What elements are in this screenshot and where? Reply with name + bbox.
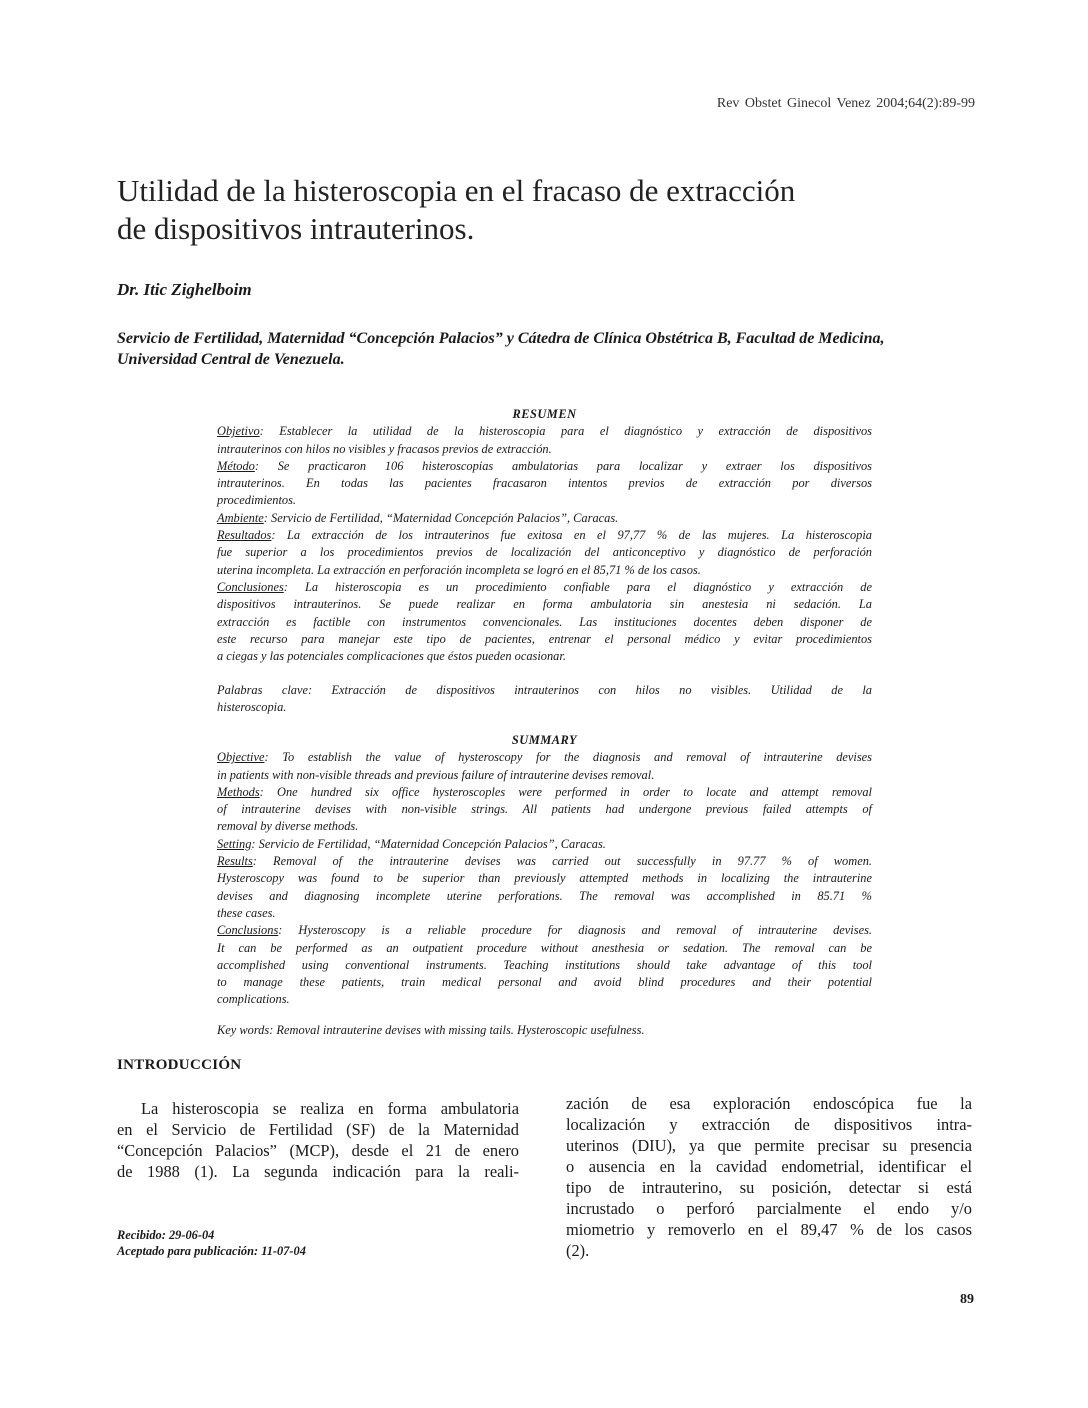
summary-conclusions-line xyxy=(217,922,872,939)
resumen-metodo-line xyxy=(217,458,872,475)
results-label: Results xyxy=(217,854,253,869)
body-column-right xyxy=(566,1093,972,1261)
palabras-line: histeroscopia. xyxy=(217,700,287,715)
journal-reference: Rev Obstet Ginecol Venez 2004;64(2):89-99 xyxy=(716,96,975,111)
conclusiones-text: : La histeroscopia es un procedimiento confiable para el diagnóstico y extracción de xyxy=(283,579,872,594)
resumen-line: intrauterinos. En todas las pacientes fracasaron intentos previos de extracción por diversos xyxy=(217,476,872,491)
resumen-line: procedimientos. xyxy=(217,493,297,508)
resumen-resultados-line xyxy=(217,527,872,544)
summary-line: devises and diagnosing incomplete uterine perforations. The removal was accomplished in 85.71 % xyxy=(217,888,872,903)
author-affiliation xyxy=(117,328,977,370)
resultados-label: Resultados xyxy=(217,528,272,543)
summary-line: of intrauterine devises with non-visible strings. All patients had undergone previous failed attempts of xyxy=(217,802,872,817)
body-line: localización y extracción de dispositivos intra- xyxy=(566,1115,972,1134)
body-line: zación de esa exploración endoscópica fue la xyxy=(566,1094,972,1113)
accepted-date: Aceptado para publicación: 11-07-04 xyxy=(117,1244,306,1258)
summary-line: to manage these patients, train medical personal and avoid blind procedures and their potential xyxy=(217,975,872,990)
article-title xyxy=(117,172,937,248)
resumen-line: este recurso para manejar este tipo de pacientes, entrenar el personal médico y evitar procedimientos xyxy=(217,631,872,646)
title-line: Utilidad de la histeroscopia en el fracaso de extracción xyxy=(117,173,796,208)
resumen-objetivo-line xyxy=(217,423,872,440)
summary-objective-line xyxy=(217,749,872,766)
resumen-line: intrauterinos con hilos no visibles y fracasos previos de extracción. xyxy=(217,441,552,456)
body-line: “Concepción Palacios” (MCP), desde el 21 de enero xyxy=(117,1141,519,1160)
key-words xyxy=(217,1022,872,1039)
summary-setting-line xyxy=(217,836,872,853)
body-line: en el Servicio de Fertilidad (SF) de la Maternidad xyxy=(117,1120,519,1139)
summary-line: removal by diverse methods. xyxy=(217,819,359,834)
conclusions-label: Conclusions xyxy=(217,923,279,938)
keywords-line: Key words: Removal intrauterine devises with missing tails. Hysteroscopic usefulness. xyxy=(217,1023,645,1037)
ambiente-text: : Servicio de Fertilidad, “Maternidad Concepción Palacios”, Caracas. xyxy=(263,510,619,525)
results-text: : Removal of the intrauterine devises was carried out successfully in 97.77 % of women. xyxy=(252,854,872,869)
metodo-label: Método xyxy=(217,458,255,473)
resumen-line: a ciegas y las potenciales complicaciones que éstos pueden ocasionar. xyxy=(217,649,566,664)
conclusions-text: : Hysteroscopy is a reliable procedure for diagnosis and removal of intrauterine devises. xyxy=(278,923,872,938)
objective-label: Objective xyxy=(217,750,265,765)
body-line: de 1988 (1). La segunda indicación para la reali- xyxy=(117,1162,519,1181)
body-line: incrustado o perforó parcialmente el endo y/o xyxy=(566,1199,972,1218)
resumen-section xyxy=(217,406,872,665)
summary-line: these cases. xyxy=(217,905,276,920)
resumen-line: uterina incompleta. La extracción en perforación incompleta se logró en el 85,71 % de los casos. xyxy=(217,562,701,577)
palabras-line: Palabras clave: Extracción de dispositivos intrauterinos con hilos no visibles. Utilidad de la xyxy=(217,683,872,697)
methods-label: Methods xyxy=(217,784,260,799)
resumen-heading: RESUMEN xyxy=(512,407,577,421)
page-number: 89 xyxy=(960,1292,974,1307)
received-dates xyxy=(117,1227,306,1259)
summary-line: accomplished using conventional instruments. Teaching institutions should take advantage of this tool xyxy=(217,957,872,972)
body-column-left xyxy=(117,1098,519,1182)
resumen-line: dispositivos intrauterinos. Se puede realizar en forma ambulatoria sin anestesia ni sedación. La xyxy=(217,597,872,612)
body-line: tipo de intrauterino, su posición, detectar si está xyxy=(566,1178,972,1197)
body-line: miometrio y removerlo en el 89,47 % de los casos xyxy=(566,1220,972,1239)
resultados-text: : La extracción de los intrauterinos fue exitosa en el 97,77 % de las mujeres. La histeroscopia xyxy=(271,528,872,543)
methods-text: : One hundred six office hysteroscoples were performed in order to locate and attempt removal xyxy=(259,784,872,799)
summary-results-line xyxy=(217,853,872,870)
setting-text: : Servicio de Fertilidad, “Maternidad Concepción Palacios”, Caracas. xyxy=(251,836,606,851)
summary-line: in patients with non-visible threads and previous failure of intrauterine devises removal. xyxy=(217,767,655,782)
resumen-conclusiones-line xyxy=(217,579,872,596)
summary-methods-line xyxy=(217,784,872,801)
received-date: Recibido: 29-06-04 xyxy=(117,1228,215,1242)
summary-line: It can be performed as an outpatient procedure without anesthesia or sedation. The removal can be xyxy=(217,940,872,955)
summary-line: Hysteroscopy was found to be superior than previously attempted methods in localizing the intrauterine xyxy=(217,871,872,886)
summary-section xyxy=(217,732,872,1009)
summary-heading: SUMMARY xyxy=(511,733,578,747)
body-line: La histeroscopia se realiza en forma ambulatoria xyxy=(141,1099,519,1118)
objetivo-label: Objetivo xyxy=(217,424,260,439)
metodo-text: : Se practicaron 106 histeroscopias ambulatorias para localizar y extraer los dispositivos xyxy=(254,458,872,473)
title-line: de dispositivos intrauterinos. xyxy=(117,211,475,246)
body-line: (2). xyxy=(566,1241,590,1260)
body-line: o ausencia en la cavidad endometrial, identificar el xyxy=(566,1157,972,1176)
objective-text: : To establish the value of hysteroscopy for the diagnosis and removal of intrauterine devises xyxy=(264,750,872,765)
section-heading: INTRODUCCIÓN xyxy=(117,1057,242,1073)
objetivo-text: : Establecer la utilidad de la histeroscopia para el diagnóstico y extracción de dispositivos xyxy=(259,424,872,439)
affiliation-line: Servicio de Fertilidad, Maternidad “Concepción Palacios” y Cátedra de Clínica Obstétrica B, Facultad de Medicina, xyxy=(117,330,885,347)
author-name: Dr. Itic Zighelboim xyxy=(117,280,252,299)
affiliation-line: Universidad Central de Venezuela. xyxy=(117,351,345,368)
setting-label: Setting xyxy=(217,836,252,851)
resumen-ambiente-line xyxy=(217,510,872,527)
palabras-clave xyxy=(217,682,872,717)
summary-line: complications. xyxy=(217,992,290,1007)
conclusiones-label: Conclusiones xyxy=(217,579,284,594)
resumen-line: extracción es factible con instrumentos convencionales. Las instituciones docentes deben disponer de xyxy=(217,614,872,629)
resumen-line: fue superior a los procedimientos previos de localización del anticonceptivo y diagnóstico de perforación xyxy=(217,545,872,560)
ambiente-label: Ambiente xyxy=(217,510,264,525)
body-line: uterinos (DIU), ya que permite precisar su presencia xyxy=(566,1136,972,1155)
